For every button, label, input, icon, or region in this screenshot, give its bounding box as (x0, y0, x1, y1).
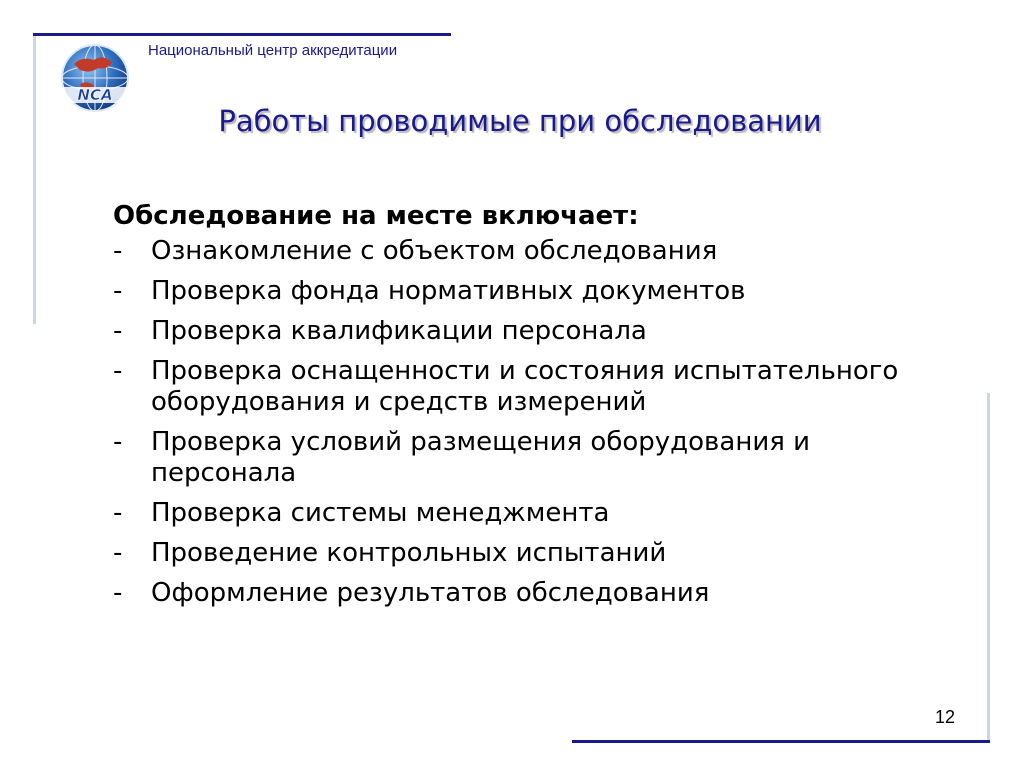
frame-bottom-line (572, 740, 990, 743)
list-item (113, 498, 943, 529)
frame-right-line (987, 393, 990, 740)
list-item-text: Ознакомление с объектом обследования (151, 236, 718, 266)
list-item (113, 427, 943, 489)
organization-name: Национальный центр аккредитации (148, 42, 398, 59)
list-item-text: Оформление результатов обследования (151, 578, 710, 608)
list-item (113, 356, 943, 418)
logo-text: NCA (77, 86, 113, 104)
list-item-text: Проверка оснащенности и состояния испытательного оборудования и средств измерений (151, 356, 899, 417)
bullet-dash: - (113, 578, 123, 608)
bullet-dash: - (113, 427, 123, 457)
bullet-dash: - (113, 498, 123, 528)
content-heading: Обследование на месте включает: (113, 201, 639, 231)
slide-title: Работы проводимые при обследовании (218, 104, 822, 138)
bullet-dash: - (113, 538, 123, 568)
bullet-list (113, 236, 943, 609)
list-item-text: Проверка квалификации персонала (151, 316, 647, 346)
list-item-text: Проверка условий размещения оборудования и персонала (151, 427, 811, 488)
frame-left-line (33, 36, 36, 324)
list-item-text: Проверка фонда нормативных документов (151, 276, 746, 306)
list-item-text: Проверка системы менеджмента (151, 498, 610, 528)
bullet-dash: - (113, 316, 123, 346)
list-item-text: Проведение контрольных испытаний (151, 538, 667, 568)
slide-content (113, 196, 943, 609)
page-number: 12 (935, 707, 956, 727)
bullet-dash: - (113, 276, 123, 306)
bullet-dash: - (113, 356, 123, 386)
list-item (113, 236, 943, 267)
bullet-dash: - (113, 236, 123, 266)
list-item (113, 538, 943, 569)
list-item (113, 316, 943, 347)
list-item (113, 578, 943, 609)
frame-top-line (33, 33, 451, 36)
list-item (113, 276, 943, 307)
